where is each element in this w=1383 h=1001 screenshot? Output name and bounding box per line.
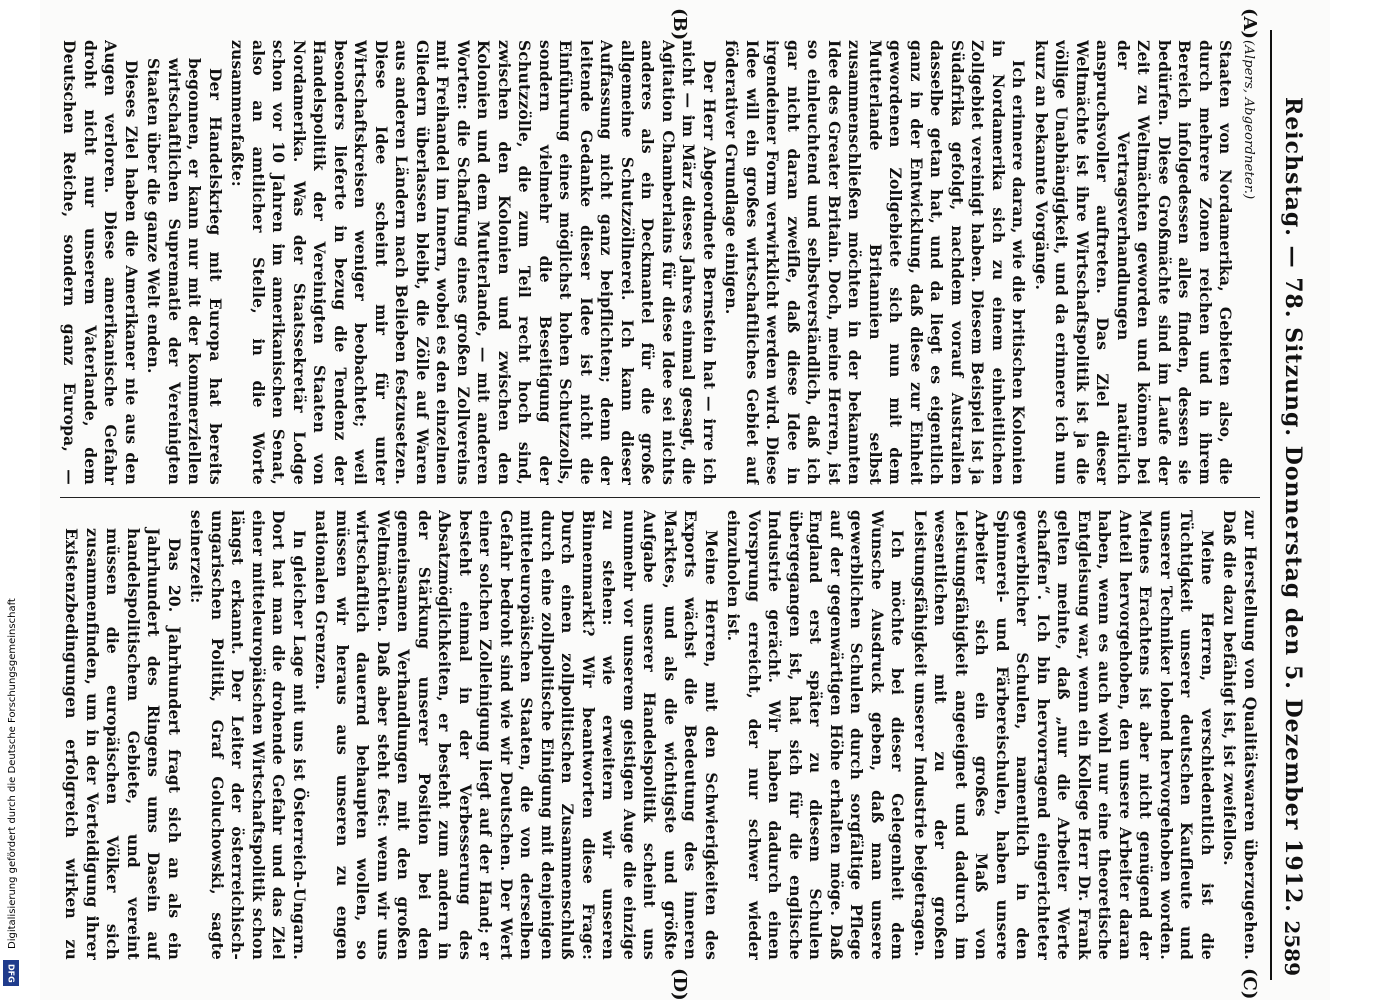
column-divider (60, 497, 1260, 498)
left-column (60, 40, 1260, 485)
marker-d: (D) (669, 968, 690, 1001)
paragraph: Ich möchte bei dieser Gelegenheit dem Wunsche Ausdruck geben, daß man unsere gewerblichen Schulen durch sorgfältige Pflege auf der gegenwärtigen Höhe erhalten möge. Daß England erst später zu diesem Schulen übergegangen ist, hat sich für die englische Industrie gerächt. Wir haben dadurch einen Vorsprung erreicht, der nur schwer wieder einzuholen ist. (724, 510, 908, 960)
paragraph: zur Herstellung von Qualitätswaren überzugehen. Daß die dazu befähigt ist, ist zweifellos. (1220, 510, 1260, 960)
paragraph: Staaten von Nordamerika, Gebieten also, die durch mehrere Zonen reichen und in ihrem Bereich infolgedessen alles finden, dessen sie bedürfen. Diese Großmächte sind im Laufe der Zeit zu Weltmächten geworden und können bei der Vertragsverhandlungen natürlich anspruchsvoller auftreten. Das Ziel dieser Weltmächte ist ihre Wirtschaftspolitik ist ja die völlige Unabhängigkeit, und da erinnere ich nun kurz an bekannte Vorgänge. (1032, 40, 1236, 485)
marker-c: (C) (1239, 968, 1260, 1000)
paragraph: In gleicher Lage mit uns ist Österreich-Ungarn. Dort hat man die drohende Gefahr und das Ziel einer mitteleuropäischen Wirtschaftspolitik schon längst erkannt. Der Leiter der österreichisch-ungarischen Politik, Graf Goluchowski, sagte seinerzeit: (187, 510, 309, 960)
paragraph: Meine Herren, mit den Schwierigkeiten des Exports wächst die Bedeutung des inneren Marktes, und als die wichtigste und größte Aufgabe unserer Handelspolitik scheint uns nunmehr vor unserem geistigen Auge die einzige zu stehen: wie erweitern wir unseren Binnenmarkt? Wir beantworten diese Frage: Durch einen zollpolitischen Zusammenschluß durch eine zollpolitische Einigung mit denjenigen mitteleuropäischen Staaten, die von derselben Gefahr bedroht sind wie wir Deutschen. Der Wert einer solchen Zolleinigung liegt auf der Hand; er besteht einmal in der Verbesserung des Absatzmöglichkeiten, er besteht zum andern in der Stärkung unserer Position bei den gemeinsamen Verhandlungen mit den großen Weltmächten. Daß aber steht fest: wenn wir uns wirtschaftlich dauernd behaupten wollen, so müssen wir heraus aus unseren zu engen nationalen Grenzen. (312, 510, 721, 960)
marker-a: (A) (1239, 8, 1260, 39)
header-title: Reichstag. — 78. Sitzung. Donnerstag den 5. Dezember 1912. (1280, 97, 1306, 913)
page-header (1270, 30, 1312, 980)
marker-b: (B) (669, 8, 690, 41)
quotation: Das 20. Jahrhundert fragt sich an als ein Jahrhundert des Ringens ums Dasein auf handelspolitischem Gebiete, und vereint müssen die europäischen Völker sich zusammenfinden, um in der Verteidigung ihrer Existenzbedingungen erfolgreich wirken zu (62, 528, 184, 960)
quotation: Der Handelskrieg mit Europa hat bereits begonnen, er kann nur mit der kommerziellen wirtschaftlichen Suprematie der Vereinigten Staaten über die ganze Welt enden. (144, 58, 225, 485)
right-column (60, 510, 1260, 960)
digitization-sidebar (6, 600, 28, 1000)
speaker-tag (1238, 40, 1261, 485)
paragraph: Meine Herren, verschiedentlich ist die Tüchtigkeit unserer deutschen Kaufleute und unserer Techniker lobend hervorgehoben worden. Meines Erachtens ist aber nicht genügend der Anteil hervorgehoben, den unsere Arbeiter daran haben, wenn es auch wohl nur eine theoretische Entgleisung war, wenn ein Kollege Herr Dr. Frank gelten meinte, daß „nur die Arbeiter Werte schaffen“. Ich bin hervorragend eingerichteter gewerblicher Schulen, namentlich in den Spinnerei- und Färbereischulen, haben unsere Arbeiter sich ein großes Maß von Leistungsfähigkeit angeeignet und dadurch im wesentlichen mit zu der großen Leistungsfähigkeit unserer Industrie beigetragen. (911, 510, 1217, 960)
dfg-logo: DFG (3, 960, 19, 986)
paragraph: Dieses Ziel haben die Amerikaner nie aus den Augen verloren. Diese amerikanische Gefahr droht nicht nur unserem Vaterlande, dem Deutschen Reiche, sondern ganz Europa, — (60, 40, 141, 485)
scanned-page (40, 0, 1330, 1000)
paragraph: Der Herr Abgeordnete Bernstein hat — irre ich nicht — im März dieses Jahres einmal gesagt, die Agitation Chamberlains für diese Idee sei nichts anderes als ein Deckmantel für die große allgemeine Schutzzöllnerei. Ich kann dieser Auffassung nicht ganz beipflichten; denn der leitende Gedanke dieser Idee ist nicht die Einführung eines möglichst hohen Schutzzolls, sondern vielmehr die Beseitigung der Schutzzölle, die zum Teil recht hoch sind, zwischen den Kolonien und zwischen den Kolonien und dem Mutterlande, — mit anderen Worten: die Schaffung eines großen Zollvereins mit Freihandel im Innern, wobei es den einzelnen Gliedern überlassen bleibt, die Zölle auf Waren aus anderen Ländern nach Belieben festzusetzen. Diese Idee scheint mir für unter Wirtschaftskreisen weniger beobachtet; weil besonders lieferte in bezug die Tendenz der Handelspolitik der Vereinigten Staaten von Nordamerika. Was der Staatssekretär Lodge schon vor 10 Jahren im amerikanischen Senat, also an amtlicher Stelle, in die Worte zusammenfaßte: (228, 40, 719, 485)
speaker-name: (Alpers, Abgeordneter.) (1241, 40, 1256, 200)
funding-credit: Digitalisierung gefördert durch die Deutsche Forschungsgemeinschaft (7, 598, 18, 949)
page-number: 2589 (1280, 920, 1304, 976)
paragraph: Ich erinnere daran, wie die britischen Kolonien in Nordamerika sich zu einem einheitlichen Zollgebiet vereinigt haben. Diesem Beispiel ist ja Südafrika gefolgt, nachdem vorauf Australien dasselbe getan hat, und da liegt es eigentlich ganz in der Entwicklung, daß diese zur Einheit gewordenen Zollgebiete sich nun mit dem Mutterlande Britannien selbst zusammenschließen möchten in der bekannten Idee des Greater Britain. Doch, meine Herren, ist so einleuchtend und selbstverständlich, daß ich gar nicht daran zweifle, daß diese Idee in irgendeiner Form verwirklicht werden wird. Diese Idee will ein großes wirtschaftliches Gebiet auf föderativer Grundlage einigen. (722, 40, 1029, 485)
